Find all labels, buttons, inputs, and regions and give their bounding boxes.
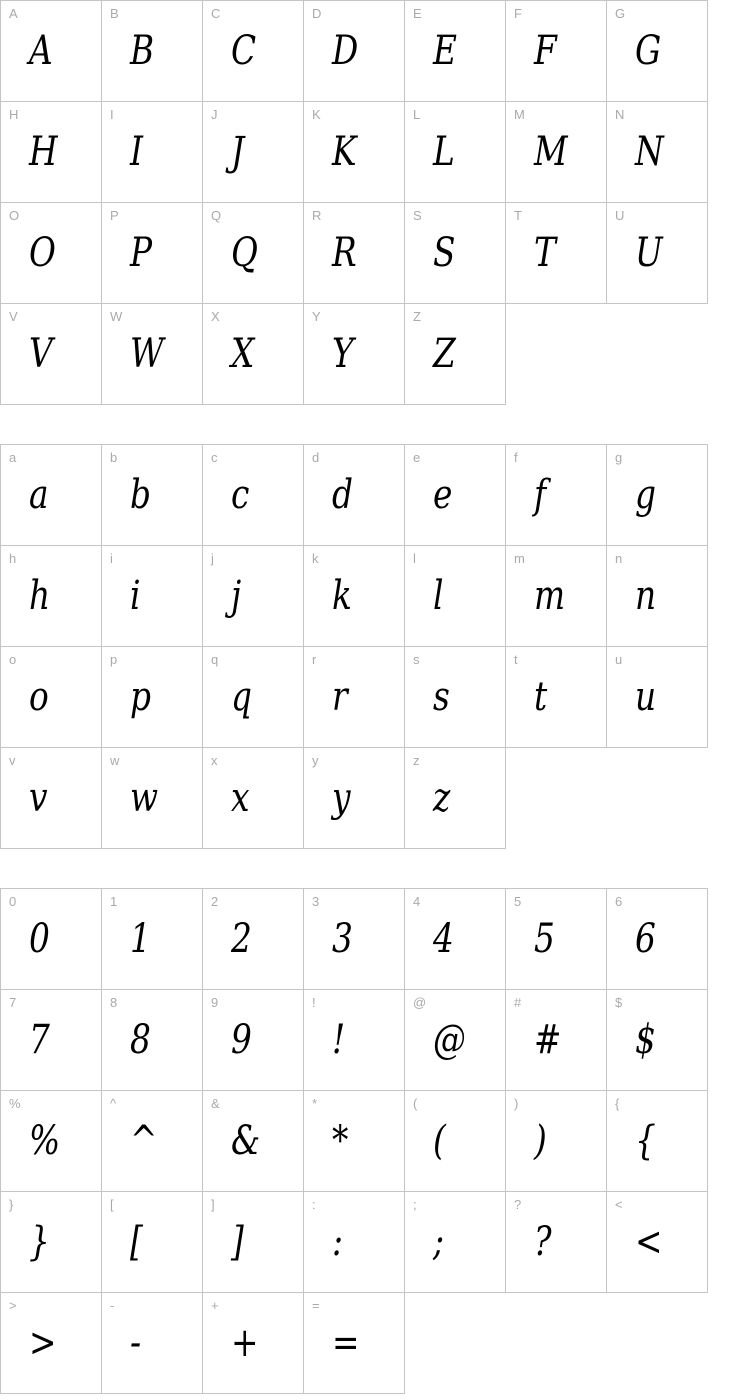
- glyph-row: [1, 748, 708, 849]
- glyph-cell: [506, 546, 607, 647]
- cell-character-label: 8: [110, 995, 118, 1010]
- cell-glyph-preview: &: [231, 1118, 261, 1164]
- cell-glyph-preview: e: [433, 472, 453, 518]
- cell-glyph-preview: 1: [130, 916, 151, 962]
- cell-character-label: ?: [514, 1197, 522, 1212]
- glyph-cell: [506, 990, 607, 1091]
- glyph-cell: [304, 445, 405, 546]
- glyph-cell: [102, 1192, 203, 1293]
- glyph-cell: [1, 1192, 102, 1293]
- glyph-cell: [607, 203, 708, 304]
- glyph-cell: [1, 546, 102, 647]
- cell-character-label: 1: [110, 894, 118, 909]
- glyph-row: [1, 304, 708, 405]
- glyph-cell: [102, 889, 203, 990]
- cell-glyph-preview: T: [534, 230, 556, 276]
- cell-character-label: S: [413, 208, 422, 223]
- glyph-cell: [405, 748, 506, 849]
- cell-glyph-preview: K: [332, 129, 357, 175]
- cell-character-label: F: [514, 6, 522, 21]
- glyph-cell: [607, 1192, 708, 1293]
- glyph-cell: [102, 1293, 203, 1394]
- cell-character-label: *: [312, 1096, 318, 1111]
- cell-character-label: Y: [312, 309, 321, 324]
- cell-glyph-preview: -: [130, 1320, 142, 1366]
- cell-glyph-preview: C: [231, 28, 257, 74]
- cell-character-label: T: [514, 208, 522, 223]
- glyph-cell: [1, 748, 102, 849]
- cell-character-label: B: [110, 6, 119, 21]
- cell-character-label: n: [615, 551, 623, 566]
- cell-glyph-preview: m: [534, 573, 566, 619]
- glyph-cell: [203, 1192, 304, 1293]
- cell-character-label: -: [110, 1298, 115, 1313]
- cell-character-label: G: [615, 6, 626, 21]
- cell-glyph-preview: ]: [231, 1219, 244, 1265]
- glyph-cell: [607, 1091, 708, 1192]
- cell-glyph-preview: 8: [130, 1017, 151, 1063]
- cell-glyph-preview: l: [433, 573, 444, 619]
- glyph-row: [1, 1192, 708, 1293]
- glyph-cell: [506, 445, 607, 546]
- glyph-cell: [405, 304, 506, 405]
- cell-character-label: :: [312, 1197, 316, 1212]
- glyph-cell: [304, 203, 405, 304]
- glyph-cell: [304, 1293, 405, 1394]
- glyph-row: [1, 889, 708, 990]
- cell-character-label: r: [312, 652, 317, 667]
- glyph-cell: [1, 647, 102, 748]
- cell-glyph-preview: h: [29, 573, 51, 619]
- cell-character-label: d: [312, 450, 320, 465]
- cell-glyph-preview: z: [433, 775, 451, 821]
- cell-glyph-preview: <: [635, 1219, 663, 1265]
- cell-glyph-preview: :: [332, 1219, 344, 1265]
- glyph-cell: [405, 546, 506, 647]
- cell-character-label: E: [413, 6, 422, 21]
- cell-character-label: W: [110, 309, 123, 324]
- cell-glyph-preview: v: [29, 775, 48, 821]
- glyph-cell: [607, 445, 708, 546]
- cell-glyph-preview: y: [332, 775, 351, 821]
- glyph-cell: [102, 304, 203, 405]
- cell-character-label: C: [211, 6, 221, 21]
- cell-glyph-preview: 3: [332, 916, 353, 962]
- cell-character-label: g: [615, 450, 623, 465]
- cell-character-label: w: [110, 753, 120, 768]
- cell-glyph-preview: V: [29, 331, 53, 377]
- cell-character-label: 6: [615, 894, 623, 909]
- glyph-row: [1, 990, 708, 1091]
- cell-glyph-preview: D: [332, 28, 359, 74]
- cell-glyph-preview: L: [433, 129, 455, 175]
- glyph-cell: [203, 304, 304, 405]
- cell-glyph-preview: ): [534, 1118, 547, 1164]
- cell-character-label: t: [514, 652, 518, 667]
- cell-glyph-preview: ?: [534, 1219, 552, 1265]
- glyph-cell: [1, 990, 102, 1091]
- glyph-cell: [607, 546, 708, 647]
- cell-character-label: M: [514, 107, 525, 122]
- cell-character-label: R: [312, 208, 322, 223]
- cell-character-label: p: [110, 652, 118, 667]
- cell-glyph-preview: S: [433, 230, 456, 276]
- cell-glyph-preview: J: [231, 129, 245, 175]
- cell-glyph-preview: W: [130, 331, 164, 377]
- cell-glyph-preview: w: [130, 775, 159, 821]
- cell-character-label: H: [9, 107, 19, 122]
- glyph-cell: [405, 1, 506, 102]
- cell-glyph-preview: {: [635, 1118, 656, 1164]
- cell-character-label: b: [110, 450, 118, 465]
- cell-glyph-preview: 2: [231, 916, 252, 962]
- cell-character-label: y: [312, 753, 319, 768]
- glyph-cell: [405, 1192, 506, 1293]
- glyph-cell: [405, 990, 506, 1091]
- cell-glyph-preview: B: [130, 28, 155, 74]
- cell-glyph-preview: u: [635, 674, 657, 720]
- glyph-cell: [203, 1091, 304, 1192]
- cell-character-label: m: [514, 551, 525, 566]
- glyph-cell: [405, 889, 506, 990]
- glyph-cell: [203, 889, 304, 990]
- glyph-cell: [405, 1091, 506, 1192]
- glyph-cell: [506, 889, 607, 990]
- cell-glyph-preview: 6: [635, 916, 656, 962]
- glyph-row: [1, 203, 708, 304]
- cell-glyph-preview: b: [130, 472, 151, 518]
- cell-character-label: =: [312, 1298, 320, 1313]
- cell-glyph-preview: 7: [29, 1017, 50, 1063]
- cell-character-label: c: [211, 450, 218, 465]
- glyph-cell: [203, 990, 304, 1091]
- cell-glyph-preview: Z: [433, 331, 456, 377]
- glyph-cell: [1, 203, 102, 304]
- cell-character-label: X: [211, 309, 220, 324]
- cell-character-label: @: [413, 995, 427, 1010]
- cell-glyph-preview: !: [332, 1017, 346, 1063]
- cell-glyph-preview: x: [231, 775, 250, 821]
- cell-glyph-preview: I: [130, 129, 143, 175]
- cell-glyph-preview: n: [635, 573, 657, 619]
- cell-character-label: +: [211, 1298, 219, 1313]
- cell-character-label: k: [312, 551, 319, 566]
- glyph-cell: [506, 647, 607, 748]
- glyph-cell: [102, 647, 203, 748]
- cell-glyph-preview: U: [635, 230, 663, 276]
- cell-glyph-preview: ;: [433, 1219, 445, 1265]
- glyph-cell: [607, 1, 708, 102]
- cell-character-label: P: [110, 208, 119, 223]
- cell-character-label: <: [615, 1197, 623, 1212]
- cell-glyph-preview: Y: [332, 331, 354, 377]
- cell-character-label: 2: [211, 894, 219, 909]
- glyph-cell: [405, 203, 506, 304]
- cell-glyph-preview: r: [332, 674, 348, 720]
- glyph-cell: [304, 1091, 405, 1192]
- cell-glyph-preview: t: [534, 674, 548, 720]
- cell-character-label: ^: [110, 1096, 117, 1111]
- glyph-row: [1, 102, 708, 203]
- glyph-cell: [405, 102, 506, 203]
- glyph-cell: [1, 1, 102, 102]
- cell-glyph-preview: 5: [534, 916, 555, 962]
- cell-character-label: z: [413, 753, 420, 768]
- glyph-cell: [102, 1, 203, 102]
- cell-glyph-preview: E: [433, 28, 457, 74]
- cell-glyph-preview: [: [130, 1219, 143, 1265]
- glyph-cell: [304, 304, 405, 405]
- glyph-cell: [304, 546, 405, 647]
- glyph-cell: [102, 102, 203, 203]
- cell-character-label: s: [413, 652, 420, 667]
- cell-glyph-preview: p: [130, 674, 151, 720]
- glyph-cell: [203, 1, 304, 102]
- glyph-cell: [304, 647, 405, 748]
- glyph-row: [1, 1, 708, 102]
- glyph-cell: [1, 889, 102, 990]
- cell-character-label: I: [110, 107, 114, 122]
- cell-character-label: o: [9, 652, 17, 667]
- cell-glyph-preview: X: [231, 331, 255, 377]
- glyph-cell: [506, 1091, 607, 1192]
- cell-character-label: 7: [9, 995, 17, 1010]
- cell-character-label: J: [211, 107, 218, 122]
- cell-glyph-preview: R: [332, 230, 357, 276]
- cell-glyph-preview: (: [433, 1118, 446, 1164]
- cell-character-label: U: [615, 208, 625, 223]
- cell-character-label: {: [615, 1096, 620, 1111]
- cell-glyph-preview: q: [231, 674, 252, 720]
- cell-character-label: l: [413, 551, 416, 566]
- cell-glyph-preview: A: [29, 28, 53, 74]
- glyph-row: [1, 647, 708, 748]
- cell-glyph-preview: 0: [29, 916, 50, 962]
- cell-character-label: !: [312, 995, 316, 1010]
- cell-glyph-preview: #: [534, 1017, 562, 1063]
- glyph-cell: [1, 445, 102, 546]
- cell-glyph-preview: f: [534, 472, 547, 518]
- cell-glyph-preview: a: [29, 472, 49, 518]
- glyph-cell: [1, 304, 102, 405]
- cell-glyph-preview: @: [433, 1017, 466, 1063]
- glyph-cell: [506, 102, 607, 203]
- glyph-cell: [304, 1, 405, 102]
- glyph-row: [1, 445, 708, 546]
- cell-character-label: N: [615, 107, 625, 122]
- glyph-cell: [607, 102, 708, 203]
- cell-glyph-preview: H: [29, 129, 58, 175]
- cell-glyph-preview: 9: [231, 1017, 252, 1063]
- glyph-cell: [203, 647, 304, 748]
- cell-glyph-preview: M: [534, 129, 568, 175]
- glyph-cell: [304, 1192, 405, 1293]
- lowercase-grid: [0, 444, 708, 849]
- glyph-row: [1, 1091, 708, 1192]
- cell-character-label: q: [211, 652, 219, 667]
- digits-and-symbols-grid: [0, 888, 708, 1394]
- cell-glyph-preview: j: [231, 573, 242, 619]
- cell-glyph-preview: 4: [433, 916, 454, 962]
- cell-glyph-preview: i: [130, 573, 141, 619]
- glyph-cell: [1, 102, 102, 203]
- cell-glyph-preview: =: [332, 1320, 360, 1366]
- cell-character-label: L: [413, 107, 421, 122]
- cell-glyph-preview: c: [231, 472, 250, 518]
- glyph-row: [1, 546, 708, 647]
- cell-glyph-preview: O: [29, 230, 56, 276]
- cell-character-label: &: [211, 1096, 220, 1111]
- cell-character-label: D: [312, 6, 322, 21]
- cell-character-label: j: [211, 551, 214, 566]
- glyph-cell: [203, 445, 304, 546]
- glyph-cell: [203, 546, 304, 647]
- cell-character-label: x: [211, 753, 218, 768]
- glyph-cell: [102, 1091, 203, 1192]
- cell-glyph-preview: s: [433, 674, 450, 720]
- glyph-cell: [203, 102, 304, 203]
- glyph-cell: [607, 647, 708, 748]
- cell-character-label: K: [312, 107, 321, 122]
- glyph-cell: [506, 1, 607, 102]
- glyph-cell: [304, 990, 405, 1091]
- cell-glyph-preview: g: [635, 472, 656, 518]
- cell-character-label: ;: [413, 1197, 417, 1212]
- cell-character-label: ]: [211, 1197, 215, 1212]
- glyph-cell: [304, 889, 405, 990]
- cell-character-label: [: [110, 1197, 114, 1212]
- cell-character-label: e: [413, 450, 421, 465]
- glyph-cell: [304, 102, 405, 203]
- glyph-cell: [304, 748, 405, 849]
- cell-glyph-preview: P: [130, 230, 153, 276]
- cell-glyph-preview: Q: [231, 230, 258, 276]
- cell-character-label: 4: [413, 894, 421, 909]
- cell-glyph-preview: }: [29, 1219, 50, 1265]
- cell-character-label: 9: [211, 995, 219, 1010]
- cell-glyph-preview: d: [332, 472, 353, 518]
- cell-character-label: A: [9, 6, 18, 21]
- glyph-cell: [203, 203, 304, 304]
- glyph-cell: [405, 647, 506, 748]
- cell-character-label: ): [514, 1096, 519, 1111]
- cell-glyph-preview: F: [534, 28, 557, 74]
- glyph-cell: [203, 748, 304, 849]
- cell-character-label: i: [110, 551, 113, 566]
- glyph-cell: [506, 203, 607, 304]
- glyph-cell: [1, 1091, 102, 1192]
- glyph-cell: [102, 748, 203, 849]
- cell-character-label: v: [9, 753, 16, 768]
- cell-glyph-preview: >: [29, 1320, 57, 1366]
- cell-character-label: 0: [9, 894, 17, 909]
- cell-glyph-preview: $: [635, 1017, 656, 1063]
- cell-glyph-preview: k: [332, 573, 352, 619]
- cell-character-label: }: [9, 1197, 14, 1212]
- glyph-cell: [405, 445, 506, 546]
- glyph-cell: [1, 1293, 102, 1394]
- uppercase-grid: [0, 0, 708, 405]
- cell-character-label: $: [615, 995, 623, 1010]
- cell-character-label: (: [413, 1096, 418, 1111]
- cell-character-label: a: [9, 450, 17, 465]
- cell-character-label: V: [9, 309, 18, 324]
- glyph-cell: [607, 889, 708, 990]
- cell-glyph-preview: G: [635, 28, 662, 74]
- glyph-cell: [607, 990, 708, 1091]
- cell-character-label: 5: [514, 894, 522, 909]
- cell-glyph-preview: +: [231, 1320, 259, 1366]
- glyph-cell: [102, 990, 203, 1091]
- cell-character-label: Q: [211, 208, 222, 223]
- cell-glyph-preview: ^: [130, 1118, 158, 1164]
- cell-character-label: u: [615, 652, 623, 667]
- glyph-cell: [102, 203, 203, 304]
- cell-character-label: #: [514, 995, 522, 1010]
- glyph-cell: [102, 445, 203, 546]
- glyph-cell: [506, 1192, 607, 1293]
- cell-character-label: %: [9, 1096, 21, 1111]
- glyph-cell: [203, 1293, 304, 1394]
- cell-character-label: f: [514, 450, 518, 465]
- cell-character-label: >: [9, 1298, 17, 1313]
- cell-character-label: Z: [413, 309, 421, 324]
- glyph-cell: [102, 546, 203, 647]
- cell-glyph-preview: %: [29, 1118, 61, 1164]
- cell-glyph-preview: o: [29, 674, 49, 720]
- cell-character-label: h: [9, 551, 17, 566]
- cell-glyph-preview: N: [635, 129, 664, 175]
- glyph-row: [1, 1293, 708, 1394]
- cell-character-label: 3: [312, 894, 320, 909]
- cell-character-label: O: [9, 208, 20, 223]
- cell-glyph-preview: *: [332, 1118, 349, 1164]
